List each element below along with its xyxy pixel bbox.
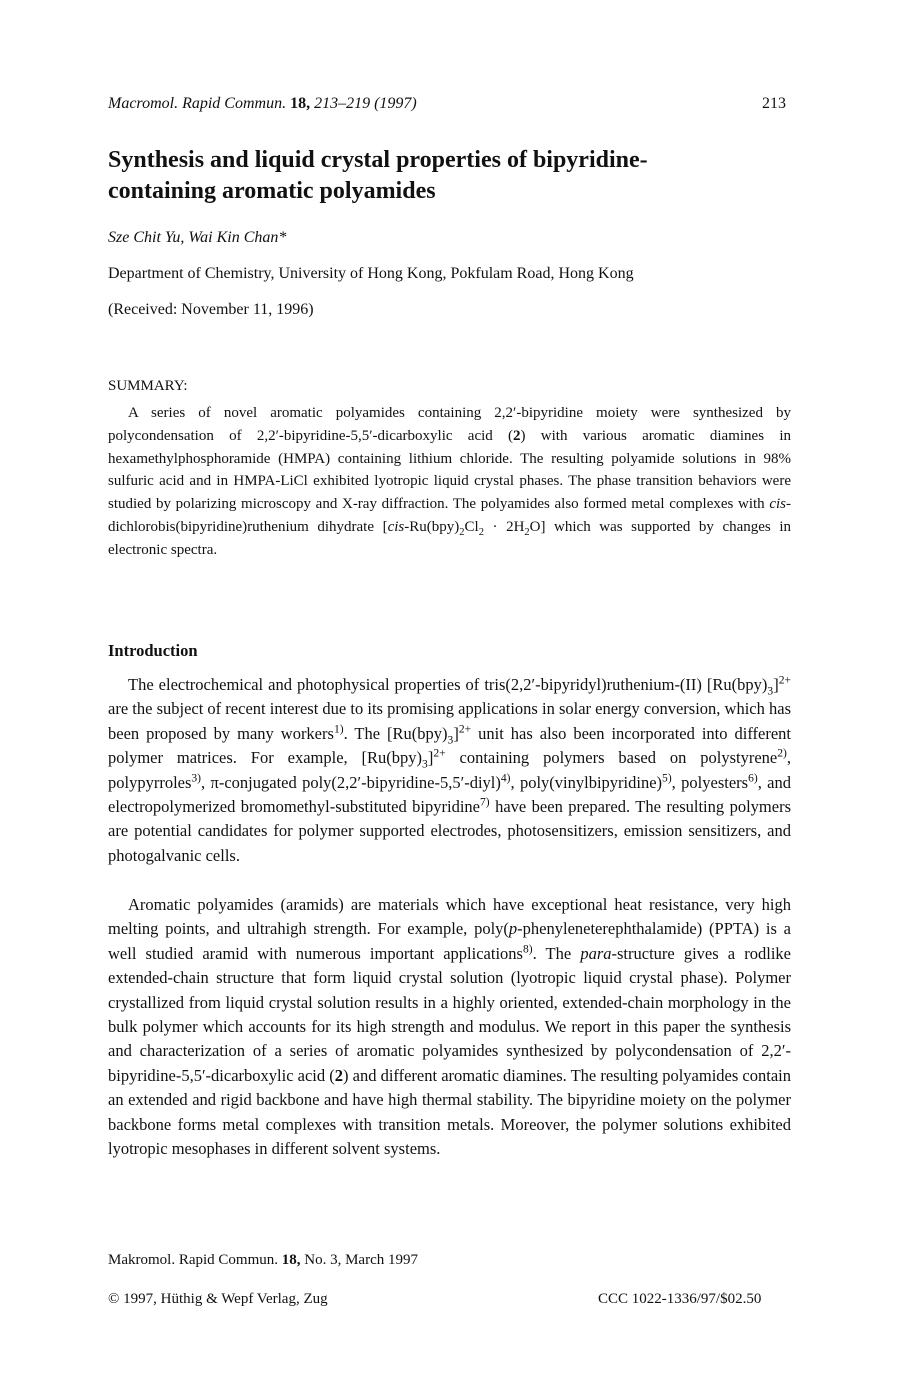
citation-ref: 5) [662,772,672,785]
subscript: 3 [767,685,774,698]
subscript: 2 [524,526,530,538]
text-run: . The [532,943,581,963]
text-run: ] [453,723,459,743]
article-title [108,145,798,207]
text-run: have been prepared. The resulting polymers are potential candidates for polymer supported electrodes, photosensitizers, emission sensitizers, and photogalvanic cells. [108,797,791,865]
running-head [108,95,417,113]
authors: Sze Chit Yu, Wai Kin Chan* [108,229,287,246]
citation-ref: 6) [748,772,758,785]
title-line-2: containing aromatic polyamides [108,178,436,204]
footer-journal [108,1252,418,1269]
summary-part: A series of novel aromatic polyamides containing 2,2′-bipyridine moiety were synthesized by polycondensation of 2,2′-bipyridine-5,5′-dicarboxylic acid ( [108,405,791,444]
footer-ccc-code: CCC 1022-1336/97/$02.50 [598,1291,762,1307]
subscript: 3 [447,734,454,747]
text-run: Aromatic polyamides (aramids) are materials which have exceptional heat resistance, very high melting points, and ultrahigh strength. For example, poly( [108,895,791,939]
text-run: The electrochemical and photophysical properties of tris(2,2′-bipyridyl)ruthenium-(II) [Ru(bpy) [128,675,768,694]
intro-paragraph-1 [108,673,791,868]
compound-ref: 2 [513,427,521,444]
citation-ref: 3) [191,772,202,785]
text-run: are the subject of recent interest due to its promising applications in solar energy conversion, which has been proposed by many workers [108,699,791,743]
citation-ref: 1) [333,723,344,736]
footer-journal-volume: 18, [281,1252,301,1268]
text-run: . The [Ru(bpy) [343,723,448,743]
subscript: 3 [422,758,428,771]
superscript: 2+ [433,747,446,760]
affiliation: Department of Chemistry, University of Hong Kong, Pokfulam Road, Hong Kong [108,265,634,282]
summary-part: O] which was supported by changes in electronic spectra. [108,518,792,558]
summary-part: -dichlorobis(bipyridine)ruthenium dihydrate [ [108,496,791,535]
subscript: 2 [459,526,465,538]
footer-journal-issue: No. 3, March 1997 [300,1252,418,1268]
citation-ref: 8) [522,943,533,956]
text-run: , polyesters [671,772,749,792]
summary-italic: cis [769,496,786,513]
journal-pages-year: 213–219 (1997) [314,95,417,112]
intro-paragraph-2 [108,893,791,1161]
superscript: 2+ [778,674,791,687]
citation-ref: 4) [500,772,511,785]
received-date: (Received: November 11, 1996) [108,301,314,318]
footer-copyright: © 1997, Hüthig & Wepf Verlag, Zug [108,1291,328,1307]
text-run: , and electropolymerized bromomethyl-substituted bipyridine [108,772,791,817]
summary-part: · 2H [483,518,525,535]
summary-part: Cl [464,518,479,535]
journal-volume: 18, [290,95,311,112]
citation-ref: 2) [777,747,787,760]
subscript: 2 [478,526,484,538]
summary-heading: SUMMARY: [108,378,188,394]
text-run: ) and different aromatic diamines. The resulting polyamides contain an extended and rigid backbone and have high thermal stability. The bipyridine moiety on the polymer backbone forms metal complexes with transition metals. Moreover, the polymer solutions exhibited lyotropic mesophases in different solvent systems. [108,1065,791,1159]
footer-journal-name: Makromol. Rapid Commun. [108,1252,282,1268]
summary-part: ) with various aromatic diamines in hexamethylphosphoramide (HMPA) containing lithium chloride. The resulting polyamide solutions in 98% sulfuric acid and in HMPA-LiCl exhibited lyotropic liquid crystal phases. The phase transition behaviors were studied by polarizing microscopy and X-ray diffraction. The polyamides also formed metal complexes with [108,427,791,513]
summary-part: -Ru(bpy) [404,518,460,535]
compound-ref: 2 [334,1065,343,1085]
text-run: -structure gives a rodlike extended-chain structure that form liquid crystal solution (lyotropic liquid crystal phase). Polymer crystallized from liquid crystal solution results in a highly oriented, extended-chain morphology in the bulk polymer which accounts for its high strength and modulus. We report in this paper the synthesis and characterization of a series of aromatic polyamides synthesized by polycondensation of 2,2′-bipyridine-5,5′-dicarboxylic acid ( [108,943,791,1085]
text-run: ] [427,748,434,768]
text-run: ] [773,675,779,694]
title-line-1: Synthesis and liquid crystal properties of bipyridine- [108,147,648,173]
summary-text [108,402,791,562]
summary-italic: cis [387,518,405,535]
text-run: , poly(vinylbipyridine) [510,772,663,792]
page-number: 213 [762,95,786,112]
introduction-heading: Introduction [108,641,198,660]
italic-text: p [508,919,518,939]
citation-ref: 7) [480,796,490,809]
italic-text: para [580,943,612,963]
text-run: unit has also been incorporated into different polymer matrices. For example, [Ru(bpy) [108,723,792,768]
text-run: -phenyleneterephthalamide) (PPTA) is a well studied aramid with numerous important applications [108,919,791,963]
superscript: 2+ [458,723,472,736]
text-run: containing polymers based on polystyrene [445,748,778,768]
text-run: , polypyrroles [108,748,791,792]
text-run: , π-conjugated poly(2,2′-bipyridine-5,5′-diyl) [201,772,501,792]
journal-name: Macromol. Rapid Commun. [108,95,287,112]
